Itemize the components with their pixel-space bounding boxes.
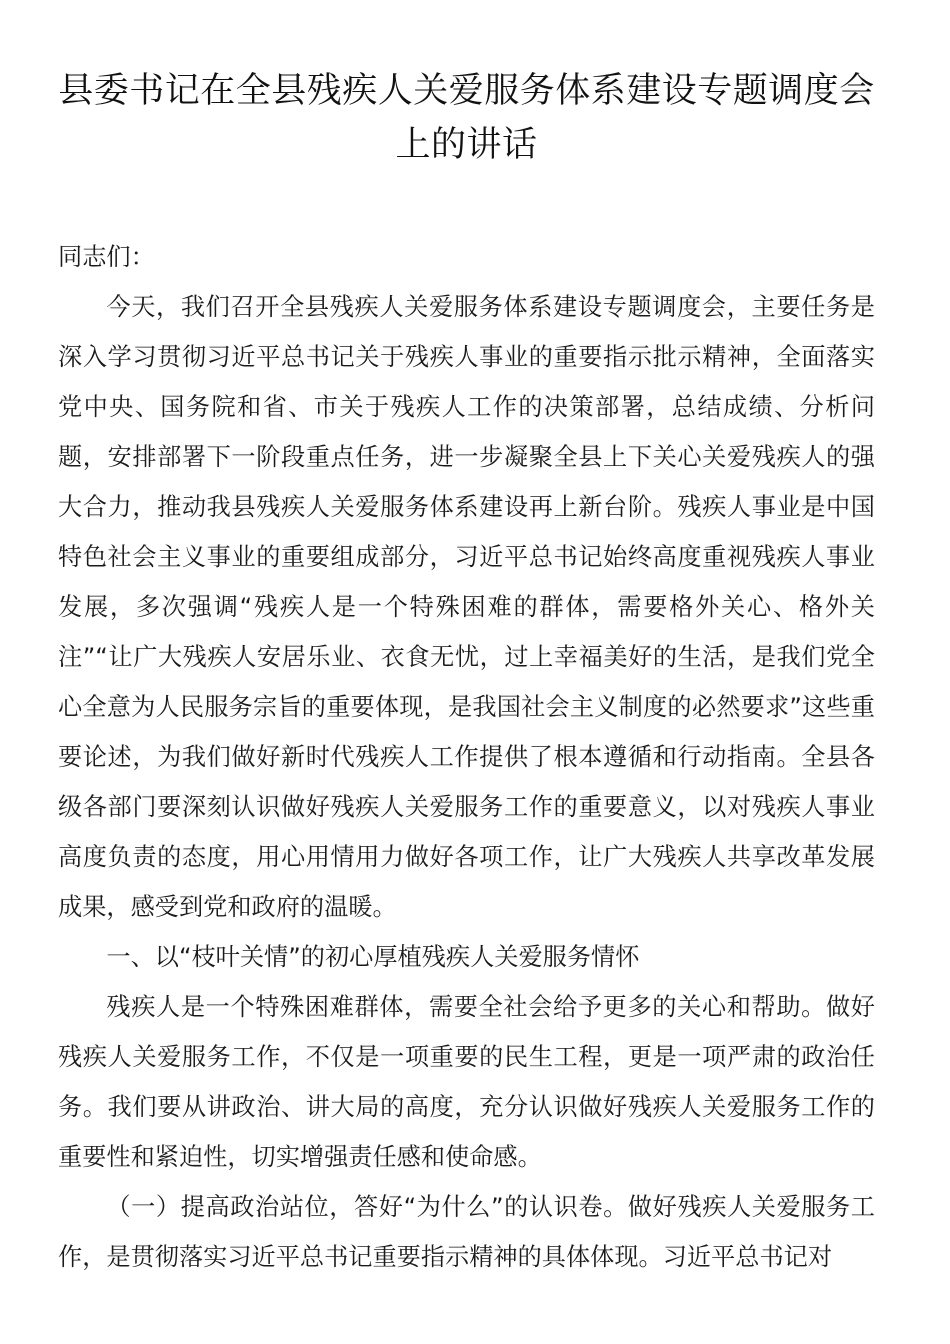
section-heading-1: 一、以“枝叶关情”的初心厚植残疾人关爱服务情怀 xyxy=(106,943,640,971)
paragraph-section-1: 残疾人是一个特殊困难群体，需要全社会给予更多的关心和帮助。做好残疾人关爱服务工作，不仅是一项重要的民生工程，更是一项严肃的政治任务。我们要从讲政治、讲大局的高度，充分认识做好残疾人关爱服务工作的重要性和紧迫性，切实增强责任感和使命感。 xyxy=(58,993,875,1171)
paragraph-intro: 今天，我们召开全县残疾人关爱服务体系建设专题调度会，主要任务是深入学习贯彻习近平总书记关于残疾人事业的重要指示批示精神，全面落实党中央、国务院和省、市关于残疾人工作的决策部署，总结成绩、分析问题，安排部署下一阶段重点任务，进一步凝聚全县上下关心关爱残疾人的强大合力，推动我县残疾人关爱服务体系建设再上新台阶。残疾人事业是中国特色社会主义事业的重要组成部分，习近平总书记始终高度重视残疾人事业发展，多次强调“残疾人是一个特殊困难的群体，需要格外关心、格外关注”“让广大残疾人安居乐业、衣食无忧，过上幸福美好的生活，是我们党全心全意为人民服务宗旨的重要体现，是我国社会主义制度的必然要求”这些重要论述，为我们做好新时代残疾人工作提供了根本遵循和行动指南。全县各级各部门要深刻认识做好残疾人关爱服务工作的重要意义，以对残疾人事业高度负责的态度，用心用情用力做好各项工作，让广大残疾人共享改革发展成果，感受到党和政府的温暖。 xyxy=(58,293,875,921)
paragraph-subsection-1: （一）提高政治站位，答好“为什么”的认识卷。做好残疾人关爱服务工作，是贯彻落实习近平总书记重要指示精神的具体体现。习近平总书记对 xyxy=(58,1193,875,1271)
document-title: 县委书记在全县残疾人关爱服务体系建设专题调度会上的讲话 xyxy=(58,71,875,165)
salutation: 同志们： xyxy=(58,243,155,271)
document-body xyxy=(58,232,875,1282)
